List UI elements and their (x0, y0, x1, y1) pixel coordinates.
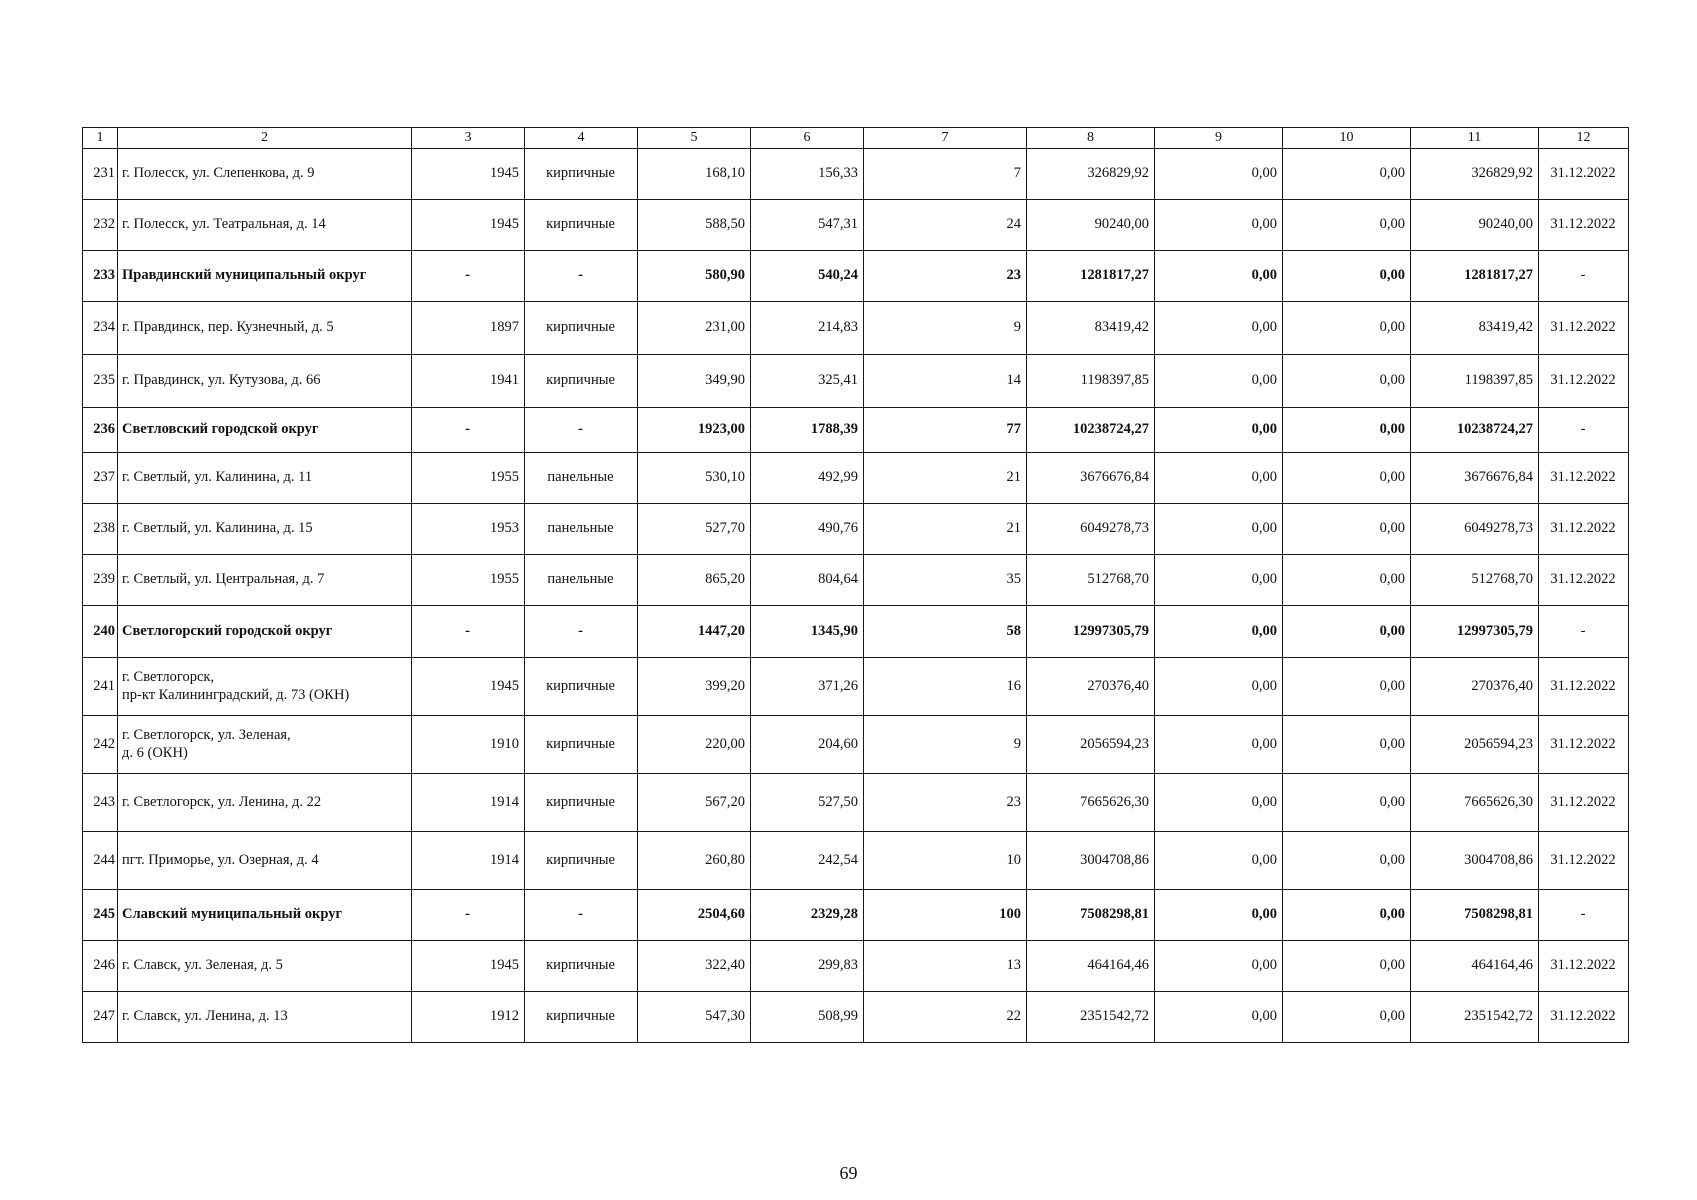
year-cell: 1910 (412, 716, 525, 774)
column-header: 5 (638, 128, 751, 149)
year-cell: 1914 (412, 774, 525, 832)
value-col-11: 270376,40 (1411, 658, 1539, 716)
value-col-5: 2504,60 (638, 890, 751, 941)
value-col-7: 77 (864, 408, 1027, 453)
wall-material-cell: кирпичные (525, 774, 638, 832)
wall-material-cell: кирпичные (525, 992, 638, 1043)
value-col-9: 0,00 (1155, 251, 1283, 302)
column-header: 11 (1411, 128, 1539, 149)
table-row (83, 149, 1629, 200)
date-cell: 31.12.2022 (1539, 453, 1629, 504)
year-cell: 1912 (412, 992, 525, 1043)
value-col-9: 0,00 (1155, 555, 1283, 606)
value-col-5: 349,90 (638, 355, 751, 408)
value-col-6: 2329,28 (751, 890, 864, 941)
address-cell: г. Славск, ул. Ленина, д. 13 (118, 992, 412, 1043)
year-cell: - (412, 251, 525, 302)
value-col-11: 90240,00 (1411, 200, 1539, 251)
value-col-5: 527,70 (638, 504, 751, 555)
address-cell: г. Светлогорск, ул. Зеленая, д. 6 (ОКН) (118, 716, 412, 774)
value-col-9: 0,00 (1155, 355, 1283, 408)
value-col-7: 21 (864, 504, 1027, 555)
value-col-5: 567,20 (638, 774, 751, 832)
table-row (83, 658, 1629, 716)
value-col-5: 322,40 (638, 941, 751, 992)
value-col-8: 1281817,27 (1027, 251, 1155, 302)
year-cell: 1955 (412, 555, 525, 606)
wall-material-cell: панельные (525, 555, 638, 606)
value-col-11: 10238724,27 (1411, 408, 1539, 453)
year-cell: 1953 (412, 504, 525, 555)
value-col-11: 3004708,86 (1411, 832, 1539, 890)
date-cell: 31.12.2022 (1539, 504, 1629, 555)
date-cell: 31.12.2022 (1539, 555, 1629, 606)
value-col-11: 1198397,85 (1411, 355, 1539, 408)
value-col-10: 0,00 (1283, 408, 1411, 453)
value-col-10: 0,00 (1283, 606, 1411, 658)
row-number: 234 (83, 302, 118, 355)
value-col-8: 1198397,85 (1027, 355, 1155, 408)
value-col-6: 325,41 (751, 355, 864, 408)
row-number: 236 (83, 408, 118, 453)
column-header: 3 (412, 128, 525, 149)
address-cell: г. Светлогорск, пр-кт Калининградский, д. 73 (ОКН) (118, 658, 412, 716)
table-body (83, 149, 1629, 1043)
value-col-9: 0,00 (1155, 992, 1283, 1043)
value-col-6: 492,99 (751, 453, 864, 504)
table-row (83, 504, 1629, 555)
value-col-10: 0,00 (1283, 890, 1411, 941)
address-cell: г. Полесск, ул. Слепенкова, д. 9 (118, 149, 412, 200)
column-header: 7 (864, 128, 1027, 149)
value-col-7: 13 (864, 941, 1027, 992)
value-col-6: 156,33 (751, 149, 864, 200)
wall-material-cell: кирпичные (525, 941, 638, 992)
value-col-9: 0,00 (1155, 832, 1283, 890)
row-number: 235 (83, 355, 118, 408)
value-col-5: 399,20 (638, 658, 751, 716)
wall-material-cell: кирпичные (525, 658, 638, 716)
value-col-10: 0,00 (1283, 302, 1411, 355)
value-col-5: 1923,00 (638, 408, 751, 453)
value-col-7: 58 (864, 606, 1027, 658)
value-col-10: 0,00 (1283, 453, 1411, 504)
district-total-row (83, 251, 1629, 302)
address-cell: г. Правдинск, ул. Кутузова, д. 66 (118, 355, 412, 408)
year-cell: - (412, 890, 525, 941)
wall-material-cell: панельные (525, 504, 638, 555)
column-header: 8 (1027, 128, 1155, 149)
column-header: 1 (83, 128, 118, 149)
district-total-row (83, 606, 1629, 658)
address-cell: г. Славск, ул. Зеленая, д. 5 (118, 941, 412, 992)
wall-material-cell: кирпичные (525, 200, 638, 251)
value-col-8: 2056594,23 (1027, 716, 1155, 774)
address-cell: г. Светлый, ул. Калинина, д. 11 (118, 453, 412, 504)
value-col-10: 0,00 (1283, 774, 1411, 832)
row-number: 247 (83, 992, 118, 1043)
date-cell: 31.12.2022 (1539, 355, 1629, 408)
value-col-8: 3004708,86 (1027, 832, 1155, 890)
value-col-7: 14 (864, 355, 1027, 408)
column-header: 4 (525, 128, 638, 149)
column-number-header-row (83, 128, 1629, 149)
value-col-6: 1788,39 (751, 408, 864, 453)
date-cell: 31.12.2022 (1539, 992, 1629, 1043)
value-col-10: 0,00 (1283, 251, 1411, 302)
value-col-8: 270376,40 (1027, 658, 1155, 716)
row-number: 245 (83, 890, 118, 941)
value-col-8: 83419,42 (1027, 302, 1155, 355)
value-col-10: 0,00 (1283, 941, 1411, 992)
date-cell: - (1539, 606, 1629, 658)
wall-material-cell: - (525, 251, 638, 302)
row-number: 240 (83, 606, 118, 658)
year-cell: 1945 (412, 941, 525, 992)
year-cell: 1945 (412, 658, 525, 716)
value-col-8: 326829,92 (1027, 149, 1155, 200)
address-cell: пгт. Приморье, ул. Озерная, д. 4 (118, 832, 412, 890)
value-col-9: 0,00 (1155, 658, 1283, 716)
wall-material-cell: кирпичные (525, 149, 638, 200)
value-col-11: 326829,92 (1411, 149, 1539, 200)
district-total-row (83, 890, 1629, 941)
wall-material-cell: - (525, 606, 638, 658)
value-col-6: 527,50 (751, 774, 864, 832)
value-col-8: 6049278,73 (1027, 504, 1155, 555)
value-col-5: 220,00 (638, 716, 751, 774)
value-col-7: 16 (864, 658, 1027, 716)
value-col-5: 580,90 (638, 251, 751, 302)
table-row (83, 453, 1629, 504)
value-col-11: 7665626,30 (1411, 774, 1539, 832)
value-col-9: 0,00 (1155, 302, 1283, 355)
value-col-6: 1345,90 (751, 606, 864, 658)
row-number: 241 (83, 658, 118, 716)
year-cell: 1945 (412, 149, 525, 200)
column-header: 10 (1283, 128, 1411, 149)
wall-material-cell: кирпичные (525, 716, 638, 774)
value-col-9: 0,00 (1155, 774, 1283, 832)
address-cell: Светловский городской округ (118, 408, 412, 453)
value-col-8: 3676676,84 (1027, 453, 1155, 504)
table-row (83, 774, 1629, 832)
value-col-5: 231,00 (638, 302, 751, 355)
date-cell: - (1539, 251, 1629, 302)
address-cell: Правдинский муниципальный округ (118, 251, 412, 302)
value-col-11: 3676676,84 (1411, 453, 1539, 504)
wall-material-cell: - (525, 890, 638, 941)
table-row (83, 716, 1629, 774)
year-cell: 1941 (412, 355, 525, 408)
year-cell: 1955 (412, 453, 525, 504)
date-cell: - (1539, 408, 1629, 453)
row-number: 246 (83, 941, 118, 992)
value-col-6: 804,64 (751, 555, 864, 606)
value-col-10: 0,00 (1283, 555, 1411, 606)
address-cell: Славский муниципальный округ (118, 890, 412, 941)
value-col-9: 0,00 (1155, 941, 1283, 992)
table-row (83, 555, 1629, 606)
value-col-8: 7508298,81 (1027, 890, 1155, 941)
date-cell: 31.12.2022 (1539, 832, 1629, 890)
value-col-6: 547,31 (751, 200, 864, 251)
year-cell: 1914 (412, 832, 525, 890)
value-col-11: 2056594,23 (1411, 716, 1539, 774)
year-cell: 1945 (412, 200, 525, 251)
value-col-8: 10238724,27 (1027, 408, 1155, 453)
value-col-11: 2351542,72 (1411, 992, 1539, 1043)
value-col-9: 0,00 (1155, 200, 1283, 251)
value-col-7: 24 (864, 200, 1027, 251)
value-col-9: 0,00 (1155, 890, 1283, 941)
table-row (83, 355, 1629, 408)
value-col-7: 10 (864, 832, 1027, 890)
date-cell: 31.12.2022 (1539, 200, 1629, 251)
page-number: 69 (839, 1163, 858, 1183)
value-col-9: 0,00 (1155, 606, 1283, 658)
address-cell: г. Правдинск, пер. Кузнечный, д. 5 (118, 302, 412, 355)
value-col-8: 90240,00 (1027, 200, 1155, 251)
value-col-9: 0,00 (1155, 716, 1283, 774)
row-number: 237 (83, 453, 118, 504)
value-col-11: 6049278,73 (1411, 504, 1539, 555)
value-col-8: 2351542,72 (1027, 992, 1155, 1043)
value-col-7: 23 (864, 774, 1027, 832)
table-row (83, 200, 1629, 251)
value-col-11: 464164,46 (1411, 941, 1539, 992)
address-cell: г. Полесск, ул. Театральная, д. 14 (118, 200, 412, 251)
value-col-5: 865,20 (638, 555, 751, 606)
value-col-5: 547,30 (638, 992, 751, 1043)
value-col-7: 100 (864, 890, 1027, 941)
address-cell: г. Светлогорск, ул. Ленина, д. 22 (118, 774, 412, 832)
date-cell: 31.12.2022 (1539, 658, 1629, 716)
year-cell: - (412, 606, 525, 658)
table-row (83, 302, 1629, 355)
value-col-6: 490,76 (751, 504, 864, 555)
value-col-6: 540,24 (751, 251, 864, 302)
row-number: 244 (83, 832, 118, 890)
value-col-10: 0,00 (1283, 716, 1411, 774)
date-cell: 31.12.2022 (1539, 941, 1629, 992)
value-col-5: 588,50 (638, 200, 751, 251)
value-col-6: 508,99 (751, 992, 864, 1043)
value-col-10: 0,00 (1283, 832, 1411, 890)
value-col-8: 7665626,30 (1027, 774, 1155, 832)
date-cell: 31.12.2022 (1539, 716, 1629, 774)
wall-material-cell: кирпичные (525, 355, 638, 408)
value-col-8: 512768,70 (1027, 555, 1155, 606)
row-number: 238 (83, 504, 118, 555)
row-number: 239 (83, 555, 118, 606)
value-col-6: 371,26 (751, 658, 864, 716)
row-number: 243 (83, 774, 118, 832)
value-col-5: 168,10 (638, 149, 751, 200)
year-cell: 1897 (412, 302, 525, 355)
value-col-10: 0,00 (1283, 149, 1411, 200)
value-col-9: 0,00 (1155, 149, 1283, 200)
address-cell: г. Светлый, ул. Калинина, д. 15 (118, 504, 412, 555)
district-total-row (83, 408, 1629, 453)
value-col-7: 9 (864, 716, 1027, 774)
value-col-11: 12997305,79 (1411, 606, 1539, 658)
column-header: 12 (1539, 128, 1629, 149)
year-cell: - (412, 408, 525, 453)
value-col-11: 83419,42 (1411, 302, 1539, 355)
row-number: 242 (83, 716, 118, 774)
value-col-10: 0,00 (1283, 200, 1411, 251)
value-col-10: 0,00 (1283, 992, 1411, 1043)
value-col-11: 1281817,27 (1411, 251, 1539, 302)
value-col-5: 530,10 (638, 453, 751, 504)
value-col-7: 7 (864, 149, 1027, 200)
value-col-6: 204,60 (751, 716, 864, 774)
value-col-11: 512768,70 (1411, 555, 1539, 606)
value-col-6: 214,83 (751, 302, 864, 355)
column-header: 9 (1155, 128, 1283, 149)
value-col-10: 0,00 (1283, 504, 1411, 555)
date-cell: 31.12.2022 (1539, 149, 1629, 200)
value-col-9: 0,00 (1155, 504, 1283, 555)
wall-material-cell: кирпичные (525, 302, 638, 355)
value-col-8: 464164,46 (1027, 941, 1155, 992)
row-number: 231 (83, 149, 118, 200)
value-col-6: 242,54 (751, 832, 864, 890)
value-col-7: 22 (864, 992, 1027, 1043)
value-col-10: 0,00 (1283, 658, 1411, 716)
value-col-11: 7508298,81 (1411, 890, 1539, 941)
date-cell: 31.12.2022 (1539, 774, 1629, 832)
wall-material-cell: панельные (525, 453, 638, 504)
wall-material-cell: кирпичные (525, 832, 638, 890)
row-number: 233 (83, 251, 118, 302)
address-cell: Светлогорский городской округ (118, 606, 412, 658)
value-col-5: 1447,20 (638, 606, 751, 658)
date-cell: 31.12.2022 (1539, 302, 1629, 355)
value-col-7: 21 (864, 453, 1027, 504)
wall-material-cell: - (525, 408, 638, 453)
value-col-5: 260,80 (638, 832, 751, 890)
table-row (83, 992, 1629, 1043)
table-row (83, 832, 1629, 890)
value-col-10: 0,00 (1283, 355, 1411, 408)
value-col-7: 23 (864, 251, 1027, 302)
date-cell: - (1539, 890, 1629, 941)
row-number: 232 (83, 200, 118, 251)
value-col-9: 0,00 (1155, 408, 1283, 453)
value-col-8: 12997305,79 (1027, 606, 1155, 658)
column-header: 6 (751, 128, 864, 149)
value-col-7: 35 (864, 555, 1027, 606)
table-row (83, 941, 1629, 992)
address-cell: г. Светлый, ул. Центральная, д. 7 (118, 555, 412, 606)
value-col-6: 299,83 (751, 941, 864, 992)
housing-table (82, 127, 1629, 1043)
value-col-7: 9 (864, 302, 1027, 355)
value-col-9: 0,00 (1155, 453, 1283, 504)
column-header: 2 (118, 128, 412, 149)
